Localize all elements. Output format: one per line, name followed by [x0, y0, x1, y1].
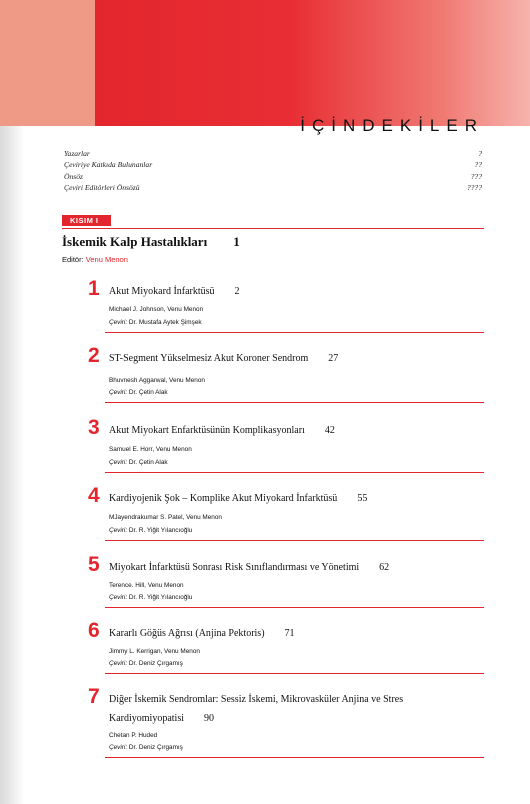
- translation-label: Çeviri:: [109, 459, 128, 466]
- chapter-translator: Dr. Deniz Çırgamış: [128, 660, 183, 667]
- front-matter-label: Önsöz: [64, 171, 83, 181]
- chapter-translator: Dr. Çetin Alak: [128, 459, 168, 466]
- chapter-title-line: [109, 349, 479, 368]
- chapter-number: 6: [88, 619, 100, 642]
- chapter-translator-line: [109, 389, 168, 396]
- chapter-title: Kardiyojenik Şok – Komplike Akut Miyokard İnfarktüsü: [109, 493, 338, 504]
- translation-label: Çeviri:: [109, 660, 128, 667]
- chapter-number: 5: [88, 553, 100, 576]
- chapter-title-line: [109, 282, 479, 301]
- chapter-translator: Dr. Deniz Çırgamış: [128, 744, 183, 751]
- front-matter-item[interactable]: [64, 182, 482, 193]
- header-banner: [95, 0, 530, 126]
- chapter-title-line: [109, 558, 479, 577]
- front-matter-item[interactable]: [64, 148, 482, 159]
- translation-label: Çeviri:: [109, 389, 128, 396]
- chapter-authors: Samuel E. Horr, Venu Menon: [109, 446, 192, 453]
- chapter-authors: Michael J. Johnson, Venu Menon: [109, 306, 204, 313]
- translation-label: Çeviri:: [109, 527, 128, 534]
- chapter-page: 55: [357, 493, 368, 504]
- chapter-authors: Chetan P. Huded: [109, 732, 158, 739]
- chapter-divider: [105, 402, 484, 403]
- chapter-translator-line: [109, 319, 202, 326]
- header-banner-left: [0, 0, 95, 126]
- front-matter-page: ????: [466, 182, 482, 192]
- chapter-number: 2: [88, 344, 100, 367]
- front-matter-item[interactable]: [64, 159, 482, 170]
- chapter-translator-line: [109, 594, 192, 601]
- front-matter-item[interactable]: [64, 171, 482, 182]
- part-divider: [62, 228, 484, 229]
- translation-label: Çeviri:: [109, 319, 128, 326]
- chapter-authors: Bhuvnesh Aggarwal, Venu Menon: [109, 377, 205, 384]
- chapter-page: 42: [324, 425, 335, 436]
- chapter-title-line: [109, 421, 479, 440]
- chapter-title: Akut Miyokart Enfarktüsünün Komplikasyonları: [109, 425, 305, 436]
- part-page: 1: [233, 234, 240, 249]
- translation-label: Çeviri:: [109, 744, 128, 751]
- chapter-page: 71: [284, 628, 295, 639]
- chapter-divider: [105, 540, 484, 541]
- chapter-translator: Dr. Mustafa Aytek Şimşek: [128, 319, 202, 326]
- translation-label: Çeviri:: [109, 594, 128, 601]
- chapter-authors: Jimmy L. Kerrigan, Venu Menon: [109, 648, 200, 655]
- part-title: İskemik Kalp Hastalıkları: [62, 234, 208, 249]
- chapter-divider: [105, 673, 484, 674]
- chapter-translator-line: [109, 660, 183, 667]
- chapter-page: 27: [328, 353, 339, 364]
- chapter-divider: [105, 607, 484, 608]
- front-matter-label: Çeviri Editörleri Önsözü: [64, 182, 140, 192]
- page-title: İÇİNDEKİLER: [300, 116, 484, 135]
- front-matter-label: Yazarlar: [64, 149, 90, 158]
- chapter-page: 2: [234, 286, 240, 297]
- chapter-translator-line: [109, 744, 183, 751]
- chapter-number: 3: [88, 416, 100, 439]
- chapter-title: Miyokart İnfarktüsü Sonrası Risk Sınıflandırması ve Yönetimi: [109, 562, 360, 573]
- front-matter-page: ??: [474, 160, 482, 170]
- editor-label: Editör:: [62, 255, 84, 264]
- chapter-divider: [105, 472, 484, 473]
- chapter-translator: Dr. R. Yiğit Yılancıoğlu: [128, 527, 193, 534]
- chapter-authors: Terence. Hill, Venu Menon: [109, 582, 184, 589]
- chapter-title: ST-Segment Yükselmesiz Akut Koroner Sendrom: [109, 353, 309, 364]
- chapter-page: 62: [379, 562, 390, 573]
- part-badge: KISIM I: [62, 215, 111, 226]
- chapter-title: Kararlı Göğüs Ağrısı (Anjina Pektoris): [109, 628, 265, 639]
- chapter-translator-line: [109, 527, 192, 534]
- chapter-title-line: [109, 489, 479, 508]
- chapter-title-line: [109, 624, 479, 643]
- front-matter-label: Çeviriye Katkıda Bulunanlar: [64, 160, 153, 170]
- chapter-title: Diğer İskemik Sendromlar: Sessiz İskemi, Mikrovasküler Anjina ve Stres Kardiyomiyopatisi: [109, 694, 404, 724]
- chapter-divider: [105, 757, 484, 758]
- front-matter-page: ???: [470, 171, 482, 181]
- chapter-title: Akut Miyokard İnfarktüsü: [109, 286, 215, 297]
- chapter-divider: [105, 332, 484, 333]
- chapter-page: 90: [204, 713, 214, 724]
- front-matter-page: ?: [478, 149, 482, 158]
- front-matter-list: [64, 148, 482, 193]
- part-editor: [62, 255, 128, 264]
- editor-name: Venu Menon: [85, 255, 128, 264]
- chapter-authors: MJayendrakumar S. Patel, Venu Menon: [109, 514, 222, 521]
- chapter-translator-line: [109, 459, 168, 466]
- chapter-translator: Dr. R. Yiğit Yılancıoğlu: [128, 594, 193, 601]
- chapter-number: 4: [88, 484, 100, 507]
- chapter-number: 7: [88, 685, 100, 708]
- chapter-title-line: [109, 690, 439, 728]
- part-heading[interactable]: [62, 234, 240, 250]
- chapter-translator: Dr. Çetin Alak: [128, 389, 168, 396]
- chapter-number: 1: [88, 277, 100, 300]
